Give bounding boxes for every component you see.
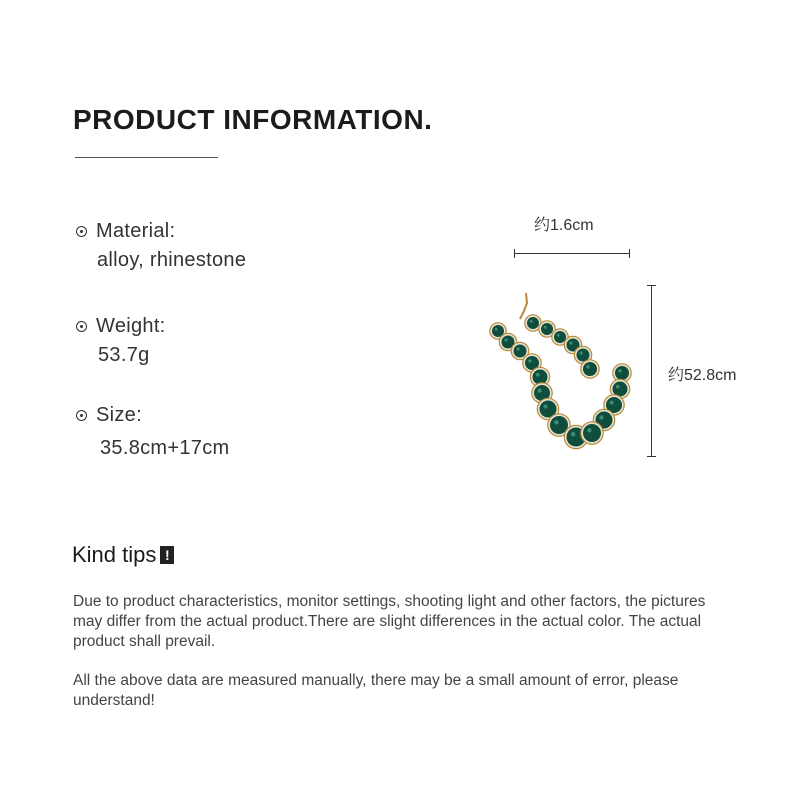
weight-label: Weight: (96, 315, 166, 337)
gem-highlight (528, 359, 532, 363)
gem-highlight (599, 415, 603, 419)
clasp-chain (520, 293, 527, 319)
exclamation-icon: ! (160, 546, 174, 564)
gem-highlight (587, 428, 592, 433)
gem-highlight (569, 341, 572, 344)
title-divider (75, 157, 218, 158)
gem-highlight (536, 373, 540, 377)
green-gem (583, 362, 597, 376)
size-label: Size: (96, 404, 142, 426)
bullet-icon (76, 321, 87, 332)
green-gem (583, 424, 601, 442)
width-dimension-label: 约1.6cm (534, 217, 594, 234)
gem-highlight (571, 432, 576, 437)
material-label: Material: (96, 220, 176, 242)
gem-highlight (579, 351, 582, 354)
gem-highlight (495, 328, 498, 331)
gem-highlight (610, 401, 614, 405)
green-gem (541, 323, 553, 335)
gem-highlight (557, 334, 560, 337)
tip-paragraph-1: Due to product characteristics, monitor settings, shooting light and other factors, the pictures may differ from the actual product.There are slight differences in the actual color. The actual product shall prevail. (73, 593, 706, 650)
length-dimension-line (651, 285, 652, 457)
necklace-chain (520, 293, 527, 319)
necklace-image (480, 285, 650, 460)
material-value: alloy, rhinestone (97, 249, 247, 271)
length-dimension-label: 约52.8cm (668, 367, 737, 384)
gem-highlight (618, 369, 622, 373)
kind-tips-title: Kind tips (72, 542, 157, 567)
gem-highlight (530, 320, 533, 323)
spec-size (76, 404, 229, 460)
green-gem (554, 331, 566, 343)
gem-highlight (538, 389, 542, 393)
gem-highlight (543, 404, 547, 408)
spec-material (76, 220, 246, 272)
green-gem (527, 317, 539, 329)
green-gem (615, 366, 629, 380)
necklace-gems (490, 315, 631, 449)
gem-highlight (544, 326, 547, 329)
gem-highlight (616, 385, 620, 389)
gem-highlight (516, 347, 519, 350)
width-dimension-line (514, 253, 630, 254)
green-gem (514, 345, 527, 358)
gem-highlight (504, 338, 507, 341)
weight-value: 53.7g (98, 344, 150, 366)
spec-weight (76, 315, 166, 367)
page-title: PRODUCT INFORMATION. (73, 104, 433, 135)
bullet-icon (76, 226, 87, 237)
green-gem (533, 370, 548, 385)
tip-paragraph-2: All the above data are measured manually, there may be a small amount of error, please understand! (73, 672, 679, 709)
bullet-icon (76, 410, 87, 421)
size-value: 35.8cm+17cm (100, 437, 230, 459)
gem-highlight (554, 420, 559, 425)
kind-tips-heading (72, 542, 174, 568)
gem-highlight (586, 365, 590, 369)
